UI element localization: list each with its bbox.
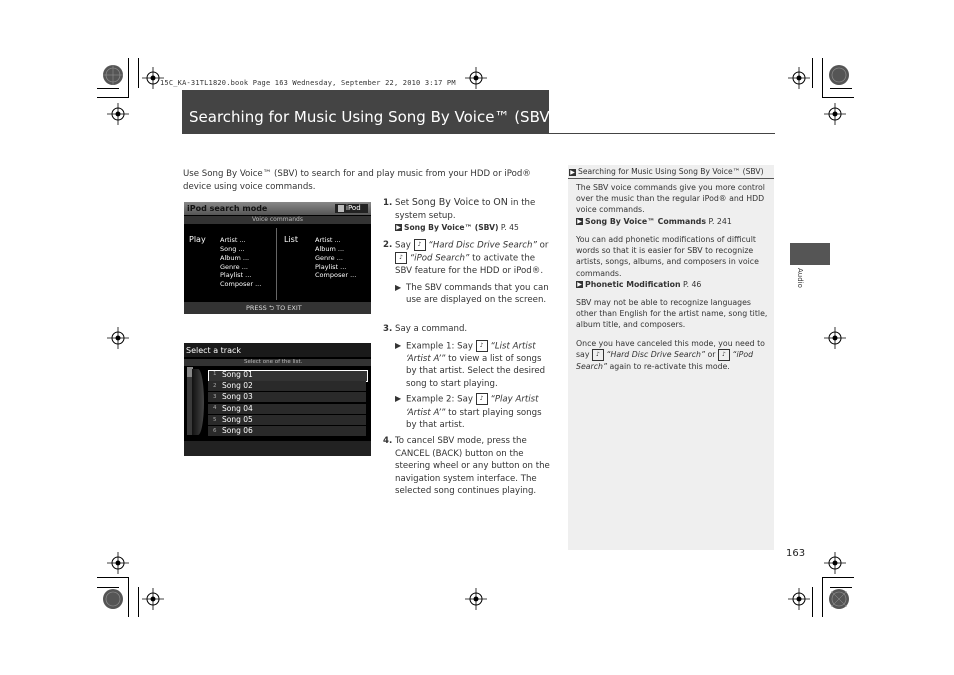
play-item: Album ... [220,254,250,262]
list-item: Artist ... [315,236,341,244]
row-label: Song 05 [222,415,253,424]
ipod-search-screen [184,202,371,314]
step-text: to start playing songs by that artist. [406,407,542,431]
play-label: Play [189,235,206,244]
screen-title: Select a track [186,346,242,355]
talk-icon: ♪ [476,393,488,405]
step-text: Set [395,198,412,208]
screen-subtitle: Select one of the list. [244,359,303,365]
menu-value: ON [493,197,508,208]
sidebar-text: You can add phonetic modifications of difficult words so that it is easier for SBV to recognize artists, songs, albums, and composers in voice commands. [576,235,759,278]
ipod-icon [338,205,344,212]
row-label: Song 02 [222,381,253,390]
voice-command: “Hard Disc Drive Search” [428,240,537,251]
cross-reference[interactable]: Song By Voice™ (SBV) [404,223,499,233]
step-number: 4. [383,436,393,446]
sidebar-paragraph [576,338,768,372]
step-1 [383,197,553,235]
play-item: Song ... [220,245,245,253]
crosshair-target-icon [107,552,129,574]
title-rule [182,133,775,134]
play-item: Artist ... [220,236,246,244]
row-label: Song 03 [222,392,253,401]
page-number: 163 [786,548,806,559]
sidebar-paragraph [576,182,768,227]
play-item: Playlist ... [220,271,252,279]
step-text: to view a list of songs by that artist. Select the desired song to start playing. [406,353,546,389]
step-2 [383,239,553,307]
cross-reference[interactable]: Song By Voice™ Commands [585,216,706,226]
print-header: 15C_KA-31TL1820.book Page 163 Wednesday, September 22, 2010 3:17 PM [160,79,456,87]
list-arc [192,369,204,435]
sidebar-text: again to re-activate this mode. [607,362,730,372]
row-label: Song 01 [222,370,253,379]
step-number: 1. [383,198,393,208]
row-number: 6 [213,428,217,434]
row-number: 4 [213,405,217,411]
list-item: Playlist ... [315,263,347,271]
select-track-screen [184,343,371,456]
triangle-arrow-icon: ▶ [395,282,402,292]
step-text: in the system setup. [395,198,536,221]
row-label: Song 04 [222,404,253,413]
ref-arrow-icon: ▶ [396,224,401,232]
step-text: Say a command. [395,324,468,334]
screen-title: iPod search mode [187,204,268,213]
registration-dial-icon [102,64,124,86]
step-text: Example 1: Say [406,341,476,352]
registration-dial-icon [828,64,850,86]
voice-command: “List Artist ‘Artist A’” [406,341,536,364]
talk-icon: ♪ [395,252,407,264]
voice-command: “iPod Search” [576,350,754,372]
talk-icon: ♪ [718,349,730,361]
step-number: 2. [383,240,393,250]
step-note: The SBV commands that you can use are displayed on the screen. [406,282,549,306]
list-item: Genre ... [315,254,343,262]
sidebar-text: or [705,350,718,360]
sidebar-text: Once you have canceled this mode, you need to say [576,339,765,360]
step-4 [383,435,553,498]
voice-command: “Play Artist ‘Artist A’” [406,394,539,418]
crosshair-target-icon [142,588,164,610]
exit-hint: PRESS ⮌ TO EXIT [246,304,302,312]
cross-reference-page: P. 45 [498,223,519,233]
crosshair-target-icon [465,67,487,89]
crosshair-target-icon [788,588,810,610]
section-tab [790,243,830,265]
step-text: or [536,240,549,251]
row-number: 3 [213,394,217,400]
cross-reference[interactable]: Phonetic Modification [585,279,681,289]
row-number: 1 [213,371,217,377]
triangle-arrow-icon: ▶ [395,340,402,350]
talk-icon: ♪ [414,239,426,251]
ref-arrow-icon: ▶ [577,281,582,289]
triangle-arrow-icon: ▶ [395,394,402,404]
page-title: Searching for Music Using Song By Voice™ (SBV) [189,108,556,126]
ref-arrow-icon: ▶ [577,218,582,226]
voice-command: “Hard Disc Drive Search” [606,350,705,360]
crosshair-target-icon [824,103,846,125]
crosshair-target-icon [824,327,846,349]
sidebar-rule [568,178,774,179]
sidebar-header [569,167,774,176]
sidebar-paragraph: SBV may not be able to recognize languages other than English for the artist name, song title, album title, and composers. [576,298,768,330]
crosshair-target-icon [107,103,129,125]
ipod-badge-label: iPod [346,204,361,212]
voice-command: “iPod Search” [409,253,470,264]
list-item: Composer ... [315,271,357,279]
registration-dial-icon [828,588,850,610]
talk-icon: ♪ [476,340,488,352]
sidebar-paragraph [576,234,768,290]
column-divider [276,228,277,300]
crosshair-target-icon [788,67,810,89]
cross-reference-page: P. 241 [705,216,732,226]
row-number: 5 [213,417,217,423]
crosshair-target-icon [107,327,129,349]
ref-arrow-icon: ▶ [570,168,575,176]
crosshair-target-icon [824,552,846,574]
list-label: List [284,235,298,244]
sidebar-text: The SBV voice commands give you more control over the music than the regular iPod® and HDD voice commands. [576,183,765,215]
talk-icon: ♪ [592,349,604,361]
step-text: Say [395,240,414,251]
row-number: 2 [213,383,217,389]
screen-subtitle: Voice commands [252,216,303,223]
step-3 [383,323,553,432]
step-text: to [479,198,494,208]
step-number: 3. [383,324,393,334]
row-label: Song 06 [222,426,253,435]
screen-footer-bar [184,441,371,456]
menu-name: Song By Voice [411,197,480,208]
step-text: to activate the SBV feature for the HDD or iPod®. [395,253,544,277]
intro-paragraph: Use Song By Voice™ (SBV) to search for and play music from your HDD or iPod® device using voice commands. [183,169,531,192]
cross-reference-page: P. 46 [680,279,702,289]
play-item: Genre ... [220,263,248,271]
list-item: Album ... [315,245,345,253]
section-tab-label: Audio [796,268,804,288]
registration-dial-icon [102,588,124,610]
step-text: Example 2: Say [406,394,476,405]
sidebar-header-text: Searching for Music Using Song By Voice™ (SBV) [578,167,764,176]
play-item: Composer ... [220,280,262,288]
step-text: To cancel SBV mode, press the CANCEL (BACK) button on the steering wheel or any button on the navigation system interface. The selected song continues playing. [395,436,550,497]
crosshair-target-icon [465,588,487,610]
